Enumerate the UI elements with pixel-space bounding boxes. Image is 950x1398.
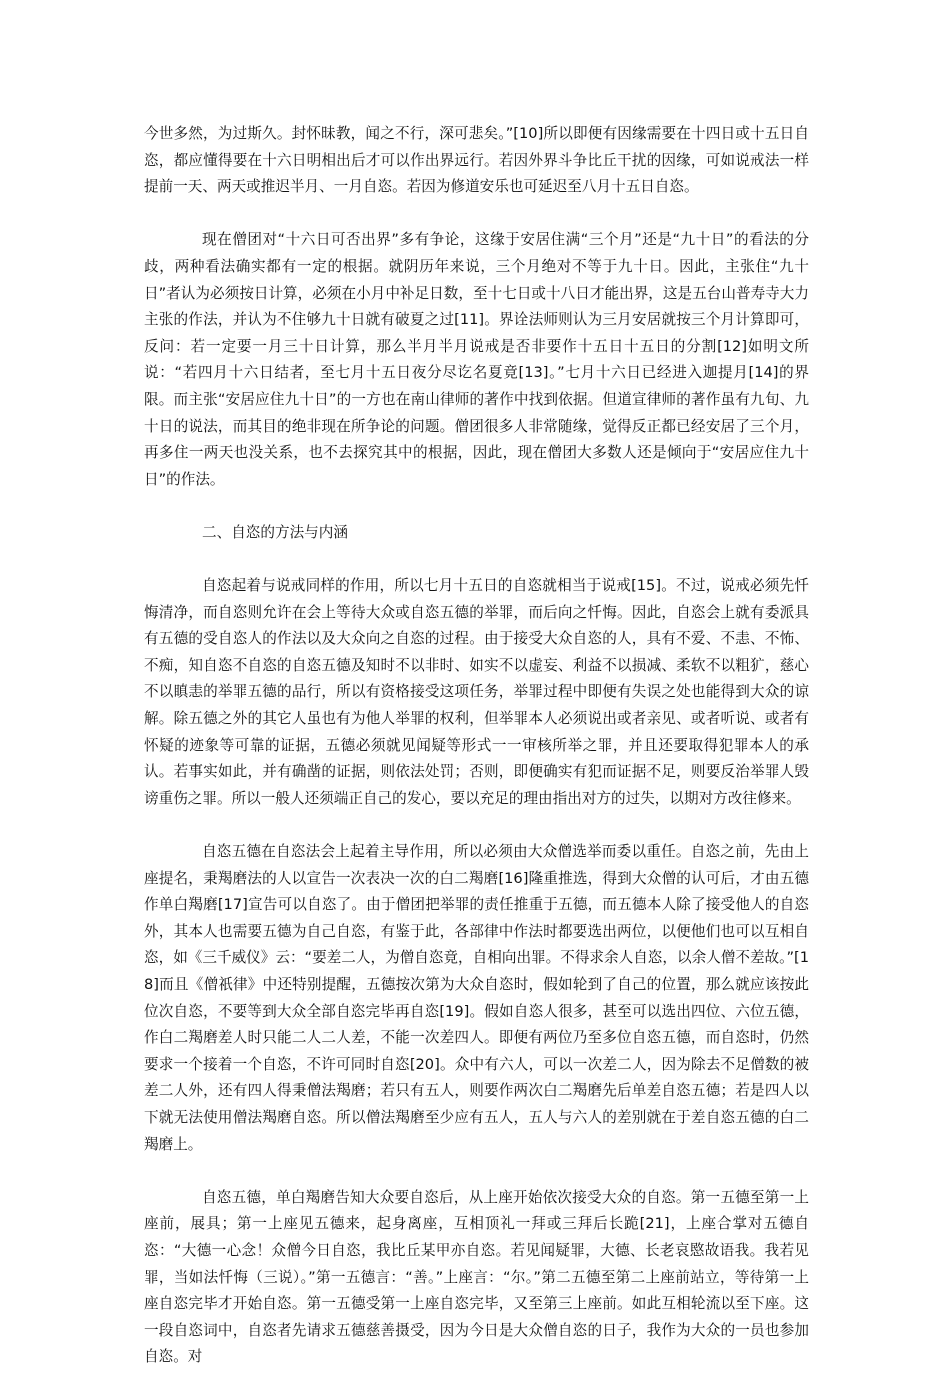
section-heading: 二、自恣的方法与内涵 [202, 523, 348, 541]
paragraph-1: 今世多然，为过斯久。封怀昧教，闻之不行，深可悲矣。”[10]所以即便有因缘需要在十四日或十五日自恣，都应懂得要在十六日明相出后才可以作出界远行。若因外界斗争比丘干扰的因缘，可如说戒法一样提前一天、两天或推迟半月、一月自恣。若因为修道安乐也可延迟至八月十五日自恣。 [144, 125, 809, 196]
paragraph-2: 现在僧团对“十六日可否出界”多有争论，这缘于安居住满“三个月”还是“九十日”的看法的分歧，两种看法确实都有一定的根据。就阴历年来说，三个月绝对不等于九十日。因此，主张住“九十日”者认为必须按日计算，必须在小月中补足日数，至十七日或十八日才能出界，这是五台山普寿寺大力主张的作法，并认为不住够九十日就有破夏之过[11]。界诠法师则认为三月安居就按三个月计算即可，反问：若一定要一月三十日计算，那么半月半月说戒是否非要作十五日十五日的分割[12]如明文所说：“若四月十六日结者，至七月十五日夜分尽讫名夏竟[13]。”七月十六日已经进入迦提月[14]的界限。而主张“安居应住九十日”的一方也在南山律师的著作中找到依据。但道宣律师的著作虽有九旬、九十日的说法，而其目的绝非现在所争论的问题。僧团很多人非常随缘，觉得反正都已经安居了三个月，再多住一两天也没关系，也不去探究其中的根据，因此，现在僧团大多数人还是倾向于“安居应住九十日”的作法。 [144, 231, 809, 488]
paragraph-5: 自恣五德，单白羯磨告知大众要自恣后，从上座开始依次接受大众的自恣。第一五德至第一上座前，展具；第一上座见五德来，起身离座，互相顶礼一拜或三拜后长跪[21]，上座合掌对五德自恣：“大德一心念！众僧今日自恣，我比丘某甲亦自恣。若见闻疑罪，大德、长老哀愍故语我。我若见罪，当如法忏悔（三说）。”第一五德言：“善。”上座言：“尔。”第二五德至第二上座前站立，等待第一上座自恣完毕才开始自恣。第一五德受第一上座自恣完毕，又至第三上座前。如此互相轮流以至下座。这一段自恣词中，自恣者先请求五德慈善摄受，因为今日是大众僧自恣的日子，我作为大众的一员也参加自恣。对 [144, 1188, 809, 1366]
document-page [144, 121, 809, 1398]
paragraph-3: 自恣起着与说戒同样的作用，所以七月十五日的自恣就相当于说戒[15]。不过，说戒必须先忏悔清净，而自恣则允许在会上等待大众或自恣五德的举罪，而后向之忏悔。因此，自恣会上就有委派具有五德的受自恣人的作法以及大众向之自恣的过程。由于接受大众自恣的人，具有不爱、不恚、不怖、不痴，知自恣不自恣的自恣五德及知时不以非时、如实不以虚妄、利益不以损减、柔软不以粗犷，慈心不以瞋恚的举罪五德的品行，所以有资格接受这项任务，举罪过程中即便有失误之处也能得到大众的谅解。除五德之外的其它人虽也有为他人举罪的权利，但举罪本人必须说出或者亲见、或者听说、或者有怀疑的迹象等可靠的证据，五德必须就见闻疑等形式一一审核所举之罪，并且还要取得犯罪本人的承认。若事实如此，并有确凿的证据，则依法处罚；否则，即便确实有犯而证据不足，则要反治举罪人毁谤重伤之罪。所以一般人还须端正自己的发心，要以充足的理由指出对方的过失，以期对方改往修来。 [144, 577, 809, 807]
paragraph-4: 自恣五德在自恣法会上起着主导作用，所以必须由大众僧选举而委以重任。自恣之前，先由上座提名，秉羯磨法的人以宣告一次表决一次的白二羯磨[16]隆重推选，得到大众僧的认可后，才由五德作单白羯磨[17]宣告可以自恣了。由于僧团把举罪的责任推重于五德，而五德本人除了接受他人的自恣外，其本人也需要五德为自己自恣，有鉴于此，各部律中作法时都要选出两位，以便他们也可以互相自恣，如《三千威仪》云：“要差二人，为僧自恣竟，自相向出罪。不得求余人自恣，以余人僧不差故。”[18]而且《僧祇律》中还特别提醒，五德按次第为大众自恣时，假如轮到了自己的位置，那么就应该按此位次自恣，不要等到大众全部自恣完毕再自恣[19]。假如自恣人很多，甚至可以选出四位、六位五德，作白二羯磨差人时只能二人二人差，不能一次差四人。即便有两位乃至多位自恣五德，而自恣时，仍然要求一个接着一个自恣，不许可同时自恣[20]。众中有六人，可以一次差二人，因为除去不足僧数的被差二人外，还有四人得秉僧法羯磨；若只有五人，则要作两次白二羯磨先后单差自恣五德；若是四人以下就无法使用僧法羯磨自恣。所以僧法羯磨至少应有五人，五人与六人的差别就在于差自恣五德的白二羯磨上。 [144, 843, 809, 1153]
